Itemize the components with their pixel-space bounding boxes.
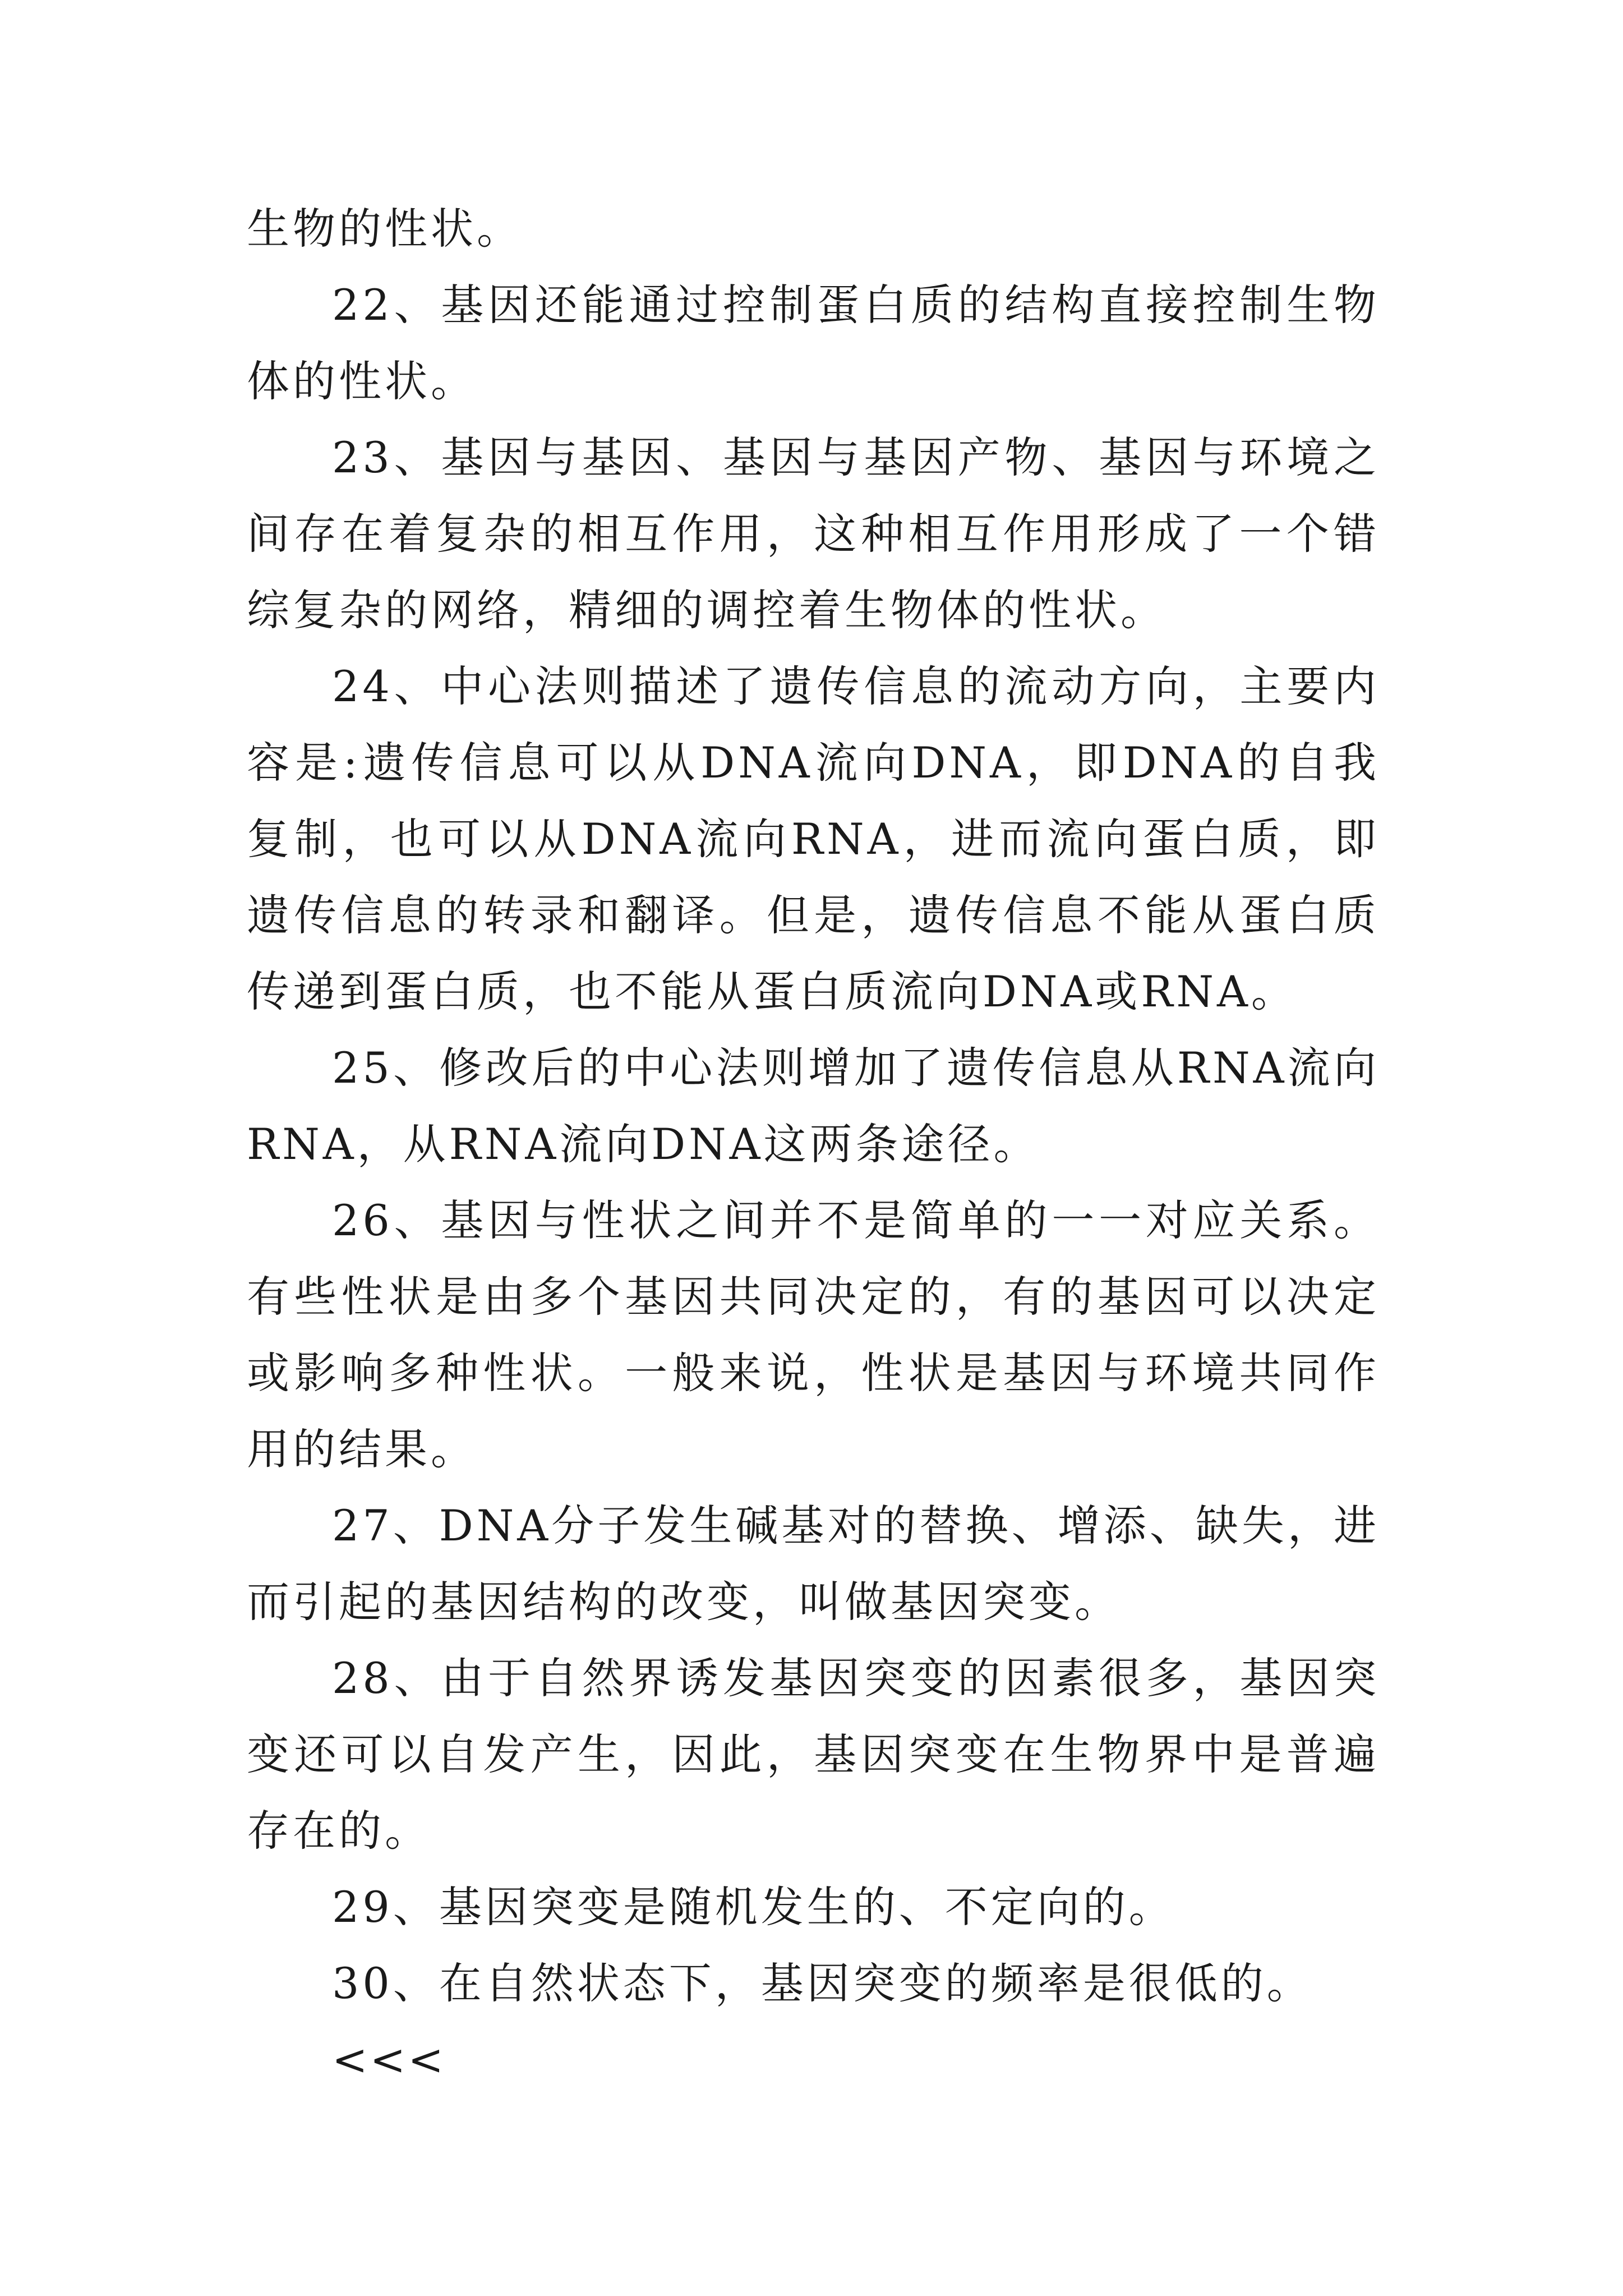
paragraph-24: 24、中心法则描述了遗传信息的流动方向，主要内容是:遗传信息可以从DNA流向DNA，即DNA的自我复制，也可以从DNA流向RNA，进而流向蛋白质，即遗传信息的转录和翻译。但是，遗传信息不能从蛋白质传递到蛋白质，也不能从蛋白质流向DNA或RNA。 [247, 661, 1380, 1016]
document-body [247, 191, 1380, 2098]
paragraph-26: 26、基因与性状之间并不是简单的一一对应关系。有些性状是由多个基因共同决定的，有的基因可以决定或影响多种性状。一般来说，性状是基因与环境共同作用的结果。 [247, 1195, 1380, 1474]
continuation-paragraph: 生物的性状。 [247, 204, 523, 254]
paragraph-22: 22、基因还能通过控制蛋白质的结构直接控制生物体的性状。 [247, 280, 1380, 406]
paragraph-25: 25、修改后的中心法则增加了遗传信息从RNA流向RNA，从RNA流向DNA这两条途径。 [247, 1043, 1380, 1169]
paragraph-28: 28、由于自然界诱发基因突变的因素很多，基因突变还可以自发产生，因此，基因突变在生物界中是普遍存在的。 [247, 1653, 1380, 1856]
back-link-marker[interactable]: <<< [332, 2035, 446, 2085]
paragraph-30: 30、在自然状态下，基因突变的频率是很低的。 [332, 1958, 1313, 2008]
paragraph-29: 29、基因突变是随机发生的、不定向的。 [332, 1882, 1175, 1932]
paragraph-23: 23、基因与基因、基因与基因产物、基因与环境之间存在着复杂的相互作用，这种相互作用形成了一个错综复杂的网络，精细的调控着生物体的性状。 [247, 432, 1380, 635]
paragraph-27: 27、DNA分子发生碱基对的替换、增添、缺失，进而引起的基因结构的改变，叫做基因突变。 [247, 1501, 1380, 1627]
